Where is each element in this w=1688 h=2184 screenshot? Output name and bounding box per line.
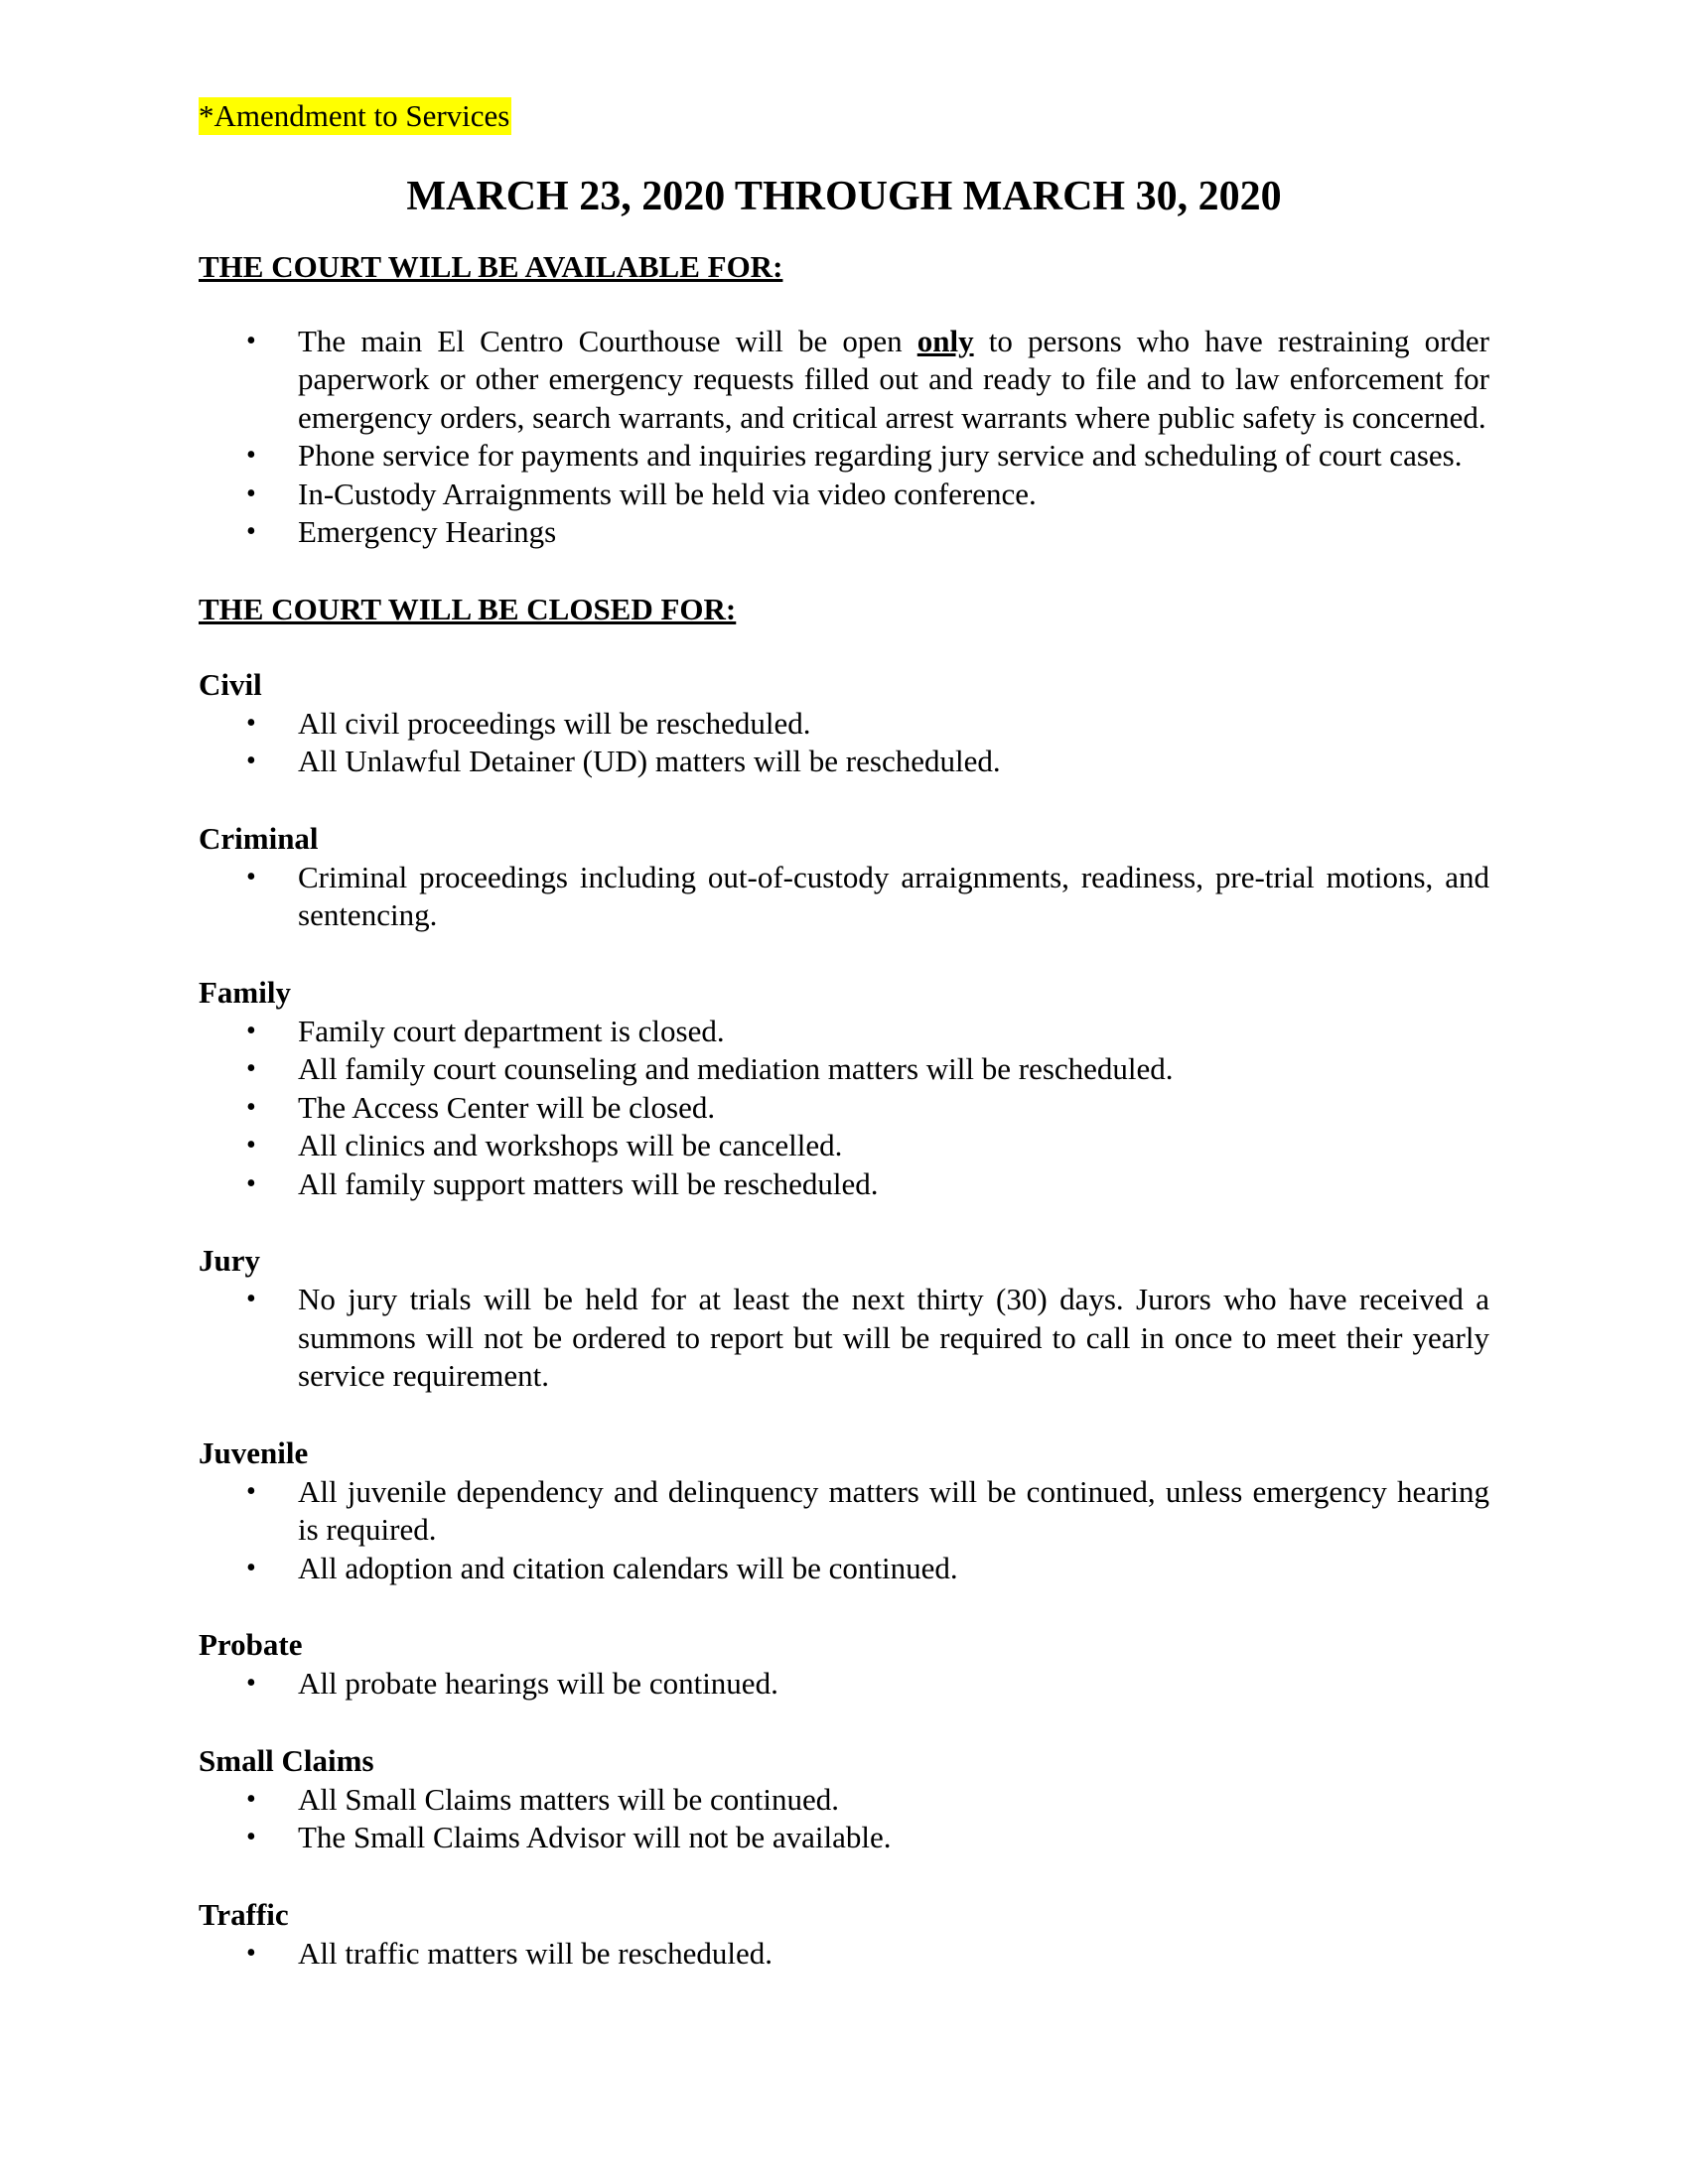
group-criminal bbox=[199, 819, 1489, 935]
available-item-0-after: to persons who have restraining order paperwork or other emergency requests filled out and ready to file and to law enforcement for emergency orders, search warrants, and critical arrest warrants where public safety is concerned. bbox=[298, 323, 1490, 435]
group-list bbox=[199, 1781, 1489, 1857]
list-item: • All probate hearings will be continued. bbox=[199, 1665, 1489, 1704]
group-list bbox=[199, 1473, 1489, 1588]
list-item: • All family court counseling and mediation matters will be rescheduled. bbox=[199, 1050, 1489, 1089]
list-item: • All adoption and citation calendars will be continued. bbox=[199, 1550, 1489, 1588]
document-content bbox=[199, 97, 1489, 1973]
group-traffic bbox=[199, 1895, 1489, 1974]
group-family bbox=[199, 973, 1489, 1204]
group-title: Family bbox=[199, 974, 291, 1010]
list-item: • All family support matters will be rescheduled. bbox=[199, 1165, 1489, 1204]
available-heading: THE COURT WILL BE AVAILABLE FOR: bbox=[199, 248, 783, 284]
group-title: Jury bbox=[199, 1243, 260, 1278]
group-list bbox=[199, 1281, 1489, 1396]
list-item: • Family court department is closed. bbox=[199, 1013, 1489, 1051]
group-title: Probate bbox=[199, 1627, 303, 1662]
list-item: • All Small Claims matters will be continued. bbox=[199, 1781, 1489, 1820]
list-item: • All Unlawful Detainer (UD) matters will be rescheduled. bbox=[199, 743, 1489, 781]
group-list bbox=[199, 1013, 1489, 1204]
list-item: • Criminal proceedings including out-of-custody arraignments, readiness, pre-trial motions, and sentencing. bbox=[199, 859, 1489, 935]
list-item: • The Small Claims Advisor will not be available. bbox=[199, 1819, 1489, 1857]
list-item: • All civil proceedings will be rescheduled. bbox=[199, 705, 1489, 744]
list-item: • In-Custody Arraignments will be held via video conference. bbox=[199, 476, 1489, 514]
amendment-label: *Amendment to Services bbox=[199, 98, 510, 133]
group-probate bbox=[199, 1625, 1489, 1704]
list-item: • All traffic matters will be rescheduled. bbox=[199, 1935, 1489, 1974]
available-list bbox=[199, 323, 1489, 552]
group-title: Juvenile bbox=[199, 1434, 309, 1470]
group-title: Criminal bbox=[199, 820, 319, 856]
list-item: • All clinics and workshops will be cancelled. bbox=[199, 1127, 1489, 1165]
available-item-0-emphasis: only bbox=[916, 323, 974, 358]
list-item: • Phone service for payments and inquiries regarding jury service and scheduling of court cases. bbox=[199, 437, 1489, 476]
available-item-0-before: The main El Centro Courthouse will be open bbox=[298, 323, 917, 358]
list-item: • No jury trials will be held for at least the next thirty (30) days. Jurors who have received a summons will not be ordered to report but will be required to call in once to meet their yearly service requirement. bbox=[199, 1281, 1489, 1396]
group-list bbox=[199, 1665, 1489, 1704]
group-list bbox=[199, 1935, 1489, 1974]
list-item: • The Access Center will be closed. bbox=[199, 1089, 1489, 1128]
group-civil bbox=[199, 665, 1489, 781]
list-item: • All juvenile dependency and delinquency matters will be continued, unless emergency hearing is required. bbox=[199, 1473, 1489, 1550]
group-title: Small Claims bbox=[199, 1742, 374, 1778]
group-small-claims bbox=[199, 1741, 1489, 1857]
group-list bbox=[199, 859, 1489, 935]
group-title: Traffic bbox=[199, 1896, 289, 1932]
list-item: • Emergency Hearings bbox=[199, 513, 1489, 552]
closed-heading: THE COURT WILL BE CLOSED FOR: bbox=[199, 591, 737, 626]
list-item bbox=[199, 323, 1489, 438]
group-title: Civil bbox=[199, 666, 262, 702]
group-list bbox=[199, 705, 1489, 781]
page-title: MARCH 23, 2020 THROUGH MARCH 30, 2020 bbox=[406, 173, 1282, 219]
amendment-note bbox=[199, 97, 1489, 136]
group-jury bbox=[199, 1241, 1489, 1396]
group-juvenile bbox=[199, 1433, 1489, 1588]
